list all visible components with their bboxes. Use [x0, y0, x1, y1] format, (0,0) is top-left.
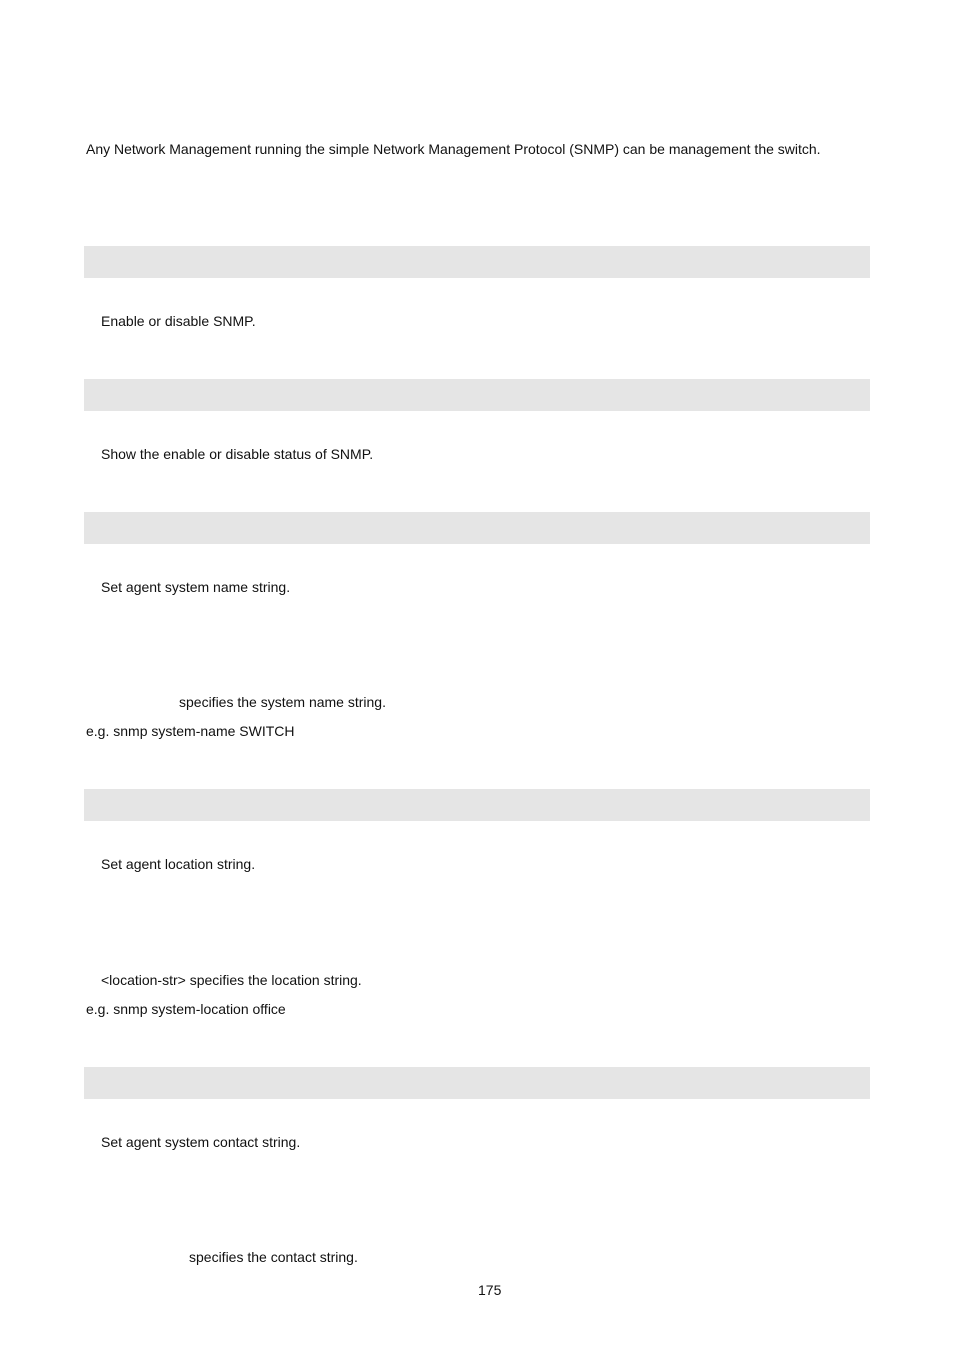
- example-line: e.g. snmp system-name SWITCH: [86, 723, 295, 739]
- command-header-bar: [84, 379, 870, 411]
- section-description: Set agent system name string.: [101, 579, 291, 595]
- section-description: Set agent location string.: [101, 856, 256, 872]
- example-line: e.g. snmp system-location office: [86, 1001, 286, 1017]
- command-header-bar: [84, 1067, 870, 1099]
- page-number: 175: [478, 1282, 502, 1298]
- command-header-bar: [84, 512, 870, 544]
- section-description: Show the enable or disable status of SNMP.: [101, 446, 374, 462]
- section-description: Enable or disable SNMP.: [101, 313, 256, 329]
- parameter-description: specifies the system name string.: [179, 694, 386, 710]
- intro-paragraph: Any Network Management running the simple Network Management Protocol (SNMP) can be management the switch.: [86, 141, 821, 157]
- parameter-description: specifies the contact string.: [189, 1249, 358, 1265]
- parameter-description: <location-str> specifies the location string.: [101, 972, 362, 988]
- section-description: Set agent system contact string.: [101, 1134, 301, 1150]
- command-header-bar: [84, 246, 870, 278]
- command-header-bar: [84, 789, 870, 821]
